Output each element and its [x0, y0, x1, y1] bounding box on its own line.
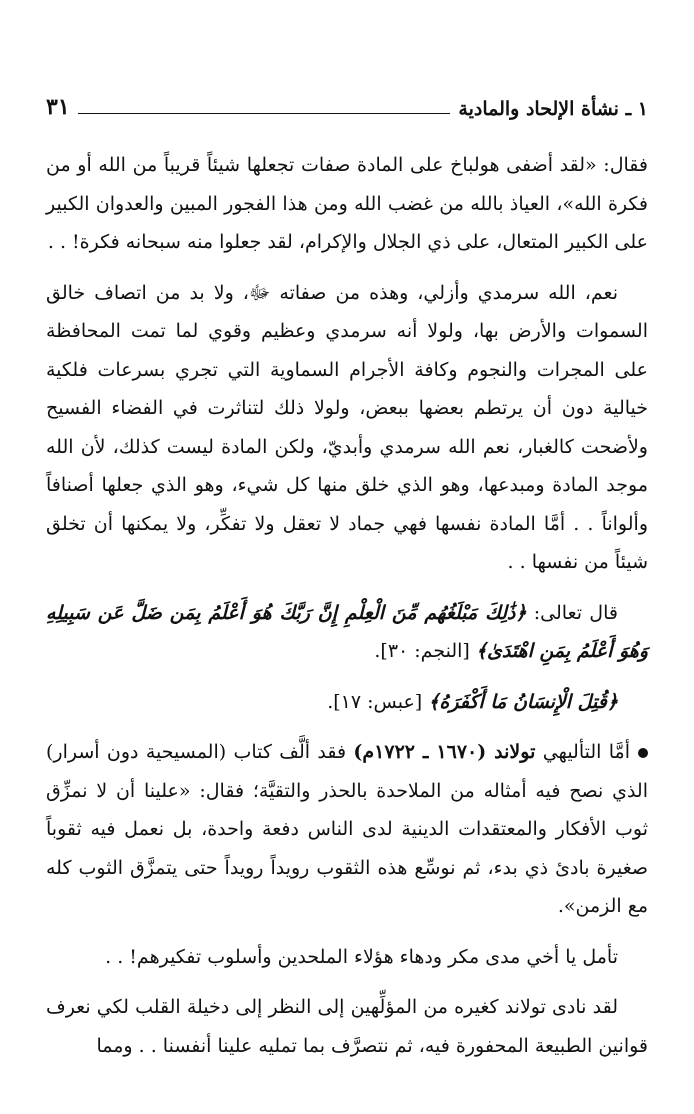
quote-intro: قال تعالى:: [526, 601, 618, 624]
paragraph-5: [46, 733, 648, 926]
paragraph-1: فقال: «لقد أضفى هولباخ على المادة صفات تجعلها شيئاً قريباً من الله أو من فكرة الله»، العياذ بالله من غضب الله ومن هذا الفجور المبين والعدوان الكبير على الكبير المتعال، على ذي الجلال والإكرام، لقد جعلوا منه سبحانه فكرة! . .: [46, 154, 648, 253]
toland-intro: أمَّا التأليهي: [535, 741, 631, 763]
page-number: ٣١: [46, 94, 70, 120]
quran-verse-abasa: ﴿قُتِلَ الْإِنسَانُ مَا أَكْفَرَهُ﴾: [428, 690, 618, 713]
paragraph-2: نعم، الله سرمدي وأزلي، وهذه من صفاته ﷻ، ولا بد من اتصاف خالق السموات والأرض بها، ولولا أنه سرمدي وعظيم وقوي لما تمت المحافظة على المجرات والنجوم وكافة الأجرام السماوية التي تجري بسرعات فلكية خيالية دون أن يرتطم بعضها ببعض، ولولا ذلك لتناثرت في الفضاء الفسيح ولأضحت كالغبار، نعم الله سرمدي وأبديّ، ولكن المادة ليست كذلك، لأن الله موجد المادة ومبدعها، وهو الذي خلق منها كل شيء، وهو الذي جعلها أصنافاً وألواناً . . أمَّا المادة نفسها فهي جماد لا تعقل ولا تفكِّر، ولا يمكنها أن تخلق شيئاً من نفسها . .: [46, 281, 648, 573]
paragraph-4: [46, 683, 648, 722]
toland-name: تولاند: [494, 741, 536, 763]
bullet-icon: [638, 748, 648, 758]
toland-text: فقد ألَّف كتاب (المسيحية دون أسرار) الذي نصح فيه أمثاله من الملاحدة بالحذر والتقيَّة؛ فقال: «علينا أن لا نمزِّق ثوب الأفكار والمعتقدات الدينية لدى الناس دفعة واحدة، بل نعمل فيه ثقوباً صغيرة بادئ ذي بدء، ثم نوسِّع هذه الثقوب رويداً رويداً حتى يتمزَّق الثوب كله مع الزمن».: [46, 741, 648, 917]
toland-dates: (١٦٧٠ ـ ١٧٢٢م): [353, 741, 495, 763]
verse-reference-najm: [النجم: ٣٠].: [374, 640, 476, 662]
quran-verse-najm: ﴿ذَٰلِكَ مَبْلَغُهُم مِّنَ الْعِلْمِ إِنَّ رَبَّكَ هُوَ أَعْلَمُ بِمَن ضَلَّ عَن سَبِيلِهِ وَهُوَ أَعْلَمُ بِمَنِ اهْتَدَىٰ﴾: [46, 601, 648, 662]
book-page: [46, 86, 648, 1077]
paragraph-3: [46, 594, 648, 671]
page-body: [46, 146, 648, 1065]
paragraph-6: تأمل يا أخي مدى مكر ودهاء هؤلاء الملحدين وأسلوب تفكيرهم! . .: [105, 945, 618, 968]
header-rule: [78, 113, 451, 114]
chapter-title: ١ ـ نشأة الإلحاد والمادية: [458, 98, 648, 120]
verse-reference-abasa: [عبس: ١٧].: [327, 690, 429, 713]
running-header: [46, 86, 648, 120]
paragraph-7: لقد نادى تولاند كغيره من المؤلِّهين إلى النظر إلى دخيلة القلب لكي نعرف قوانين الطبيعة المحفورة فيه، ثم نتصرَّف بما تمليه علينا أنفسنا . . ومما: [46, 996, 648, 1057]
